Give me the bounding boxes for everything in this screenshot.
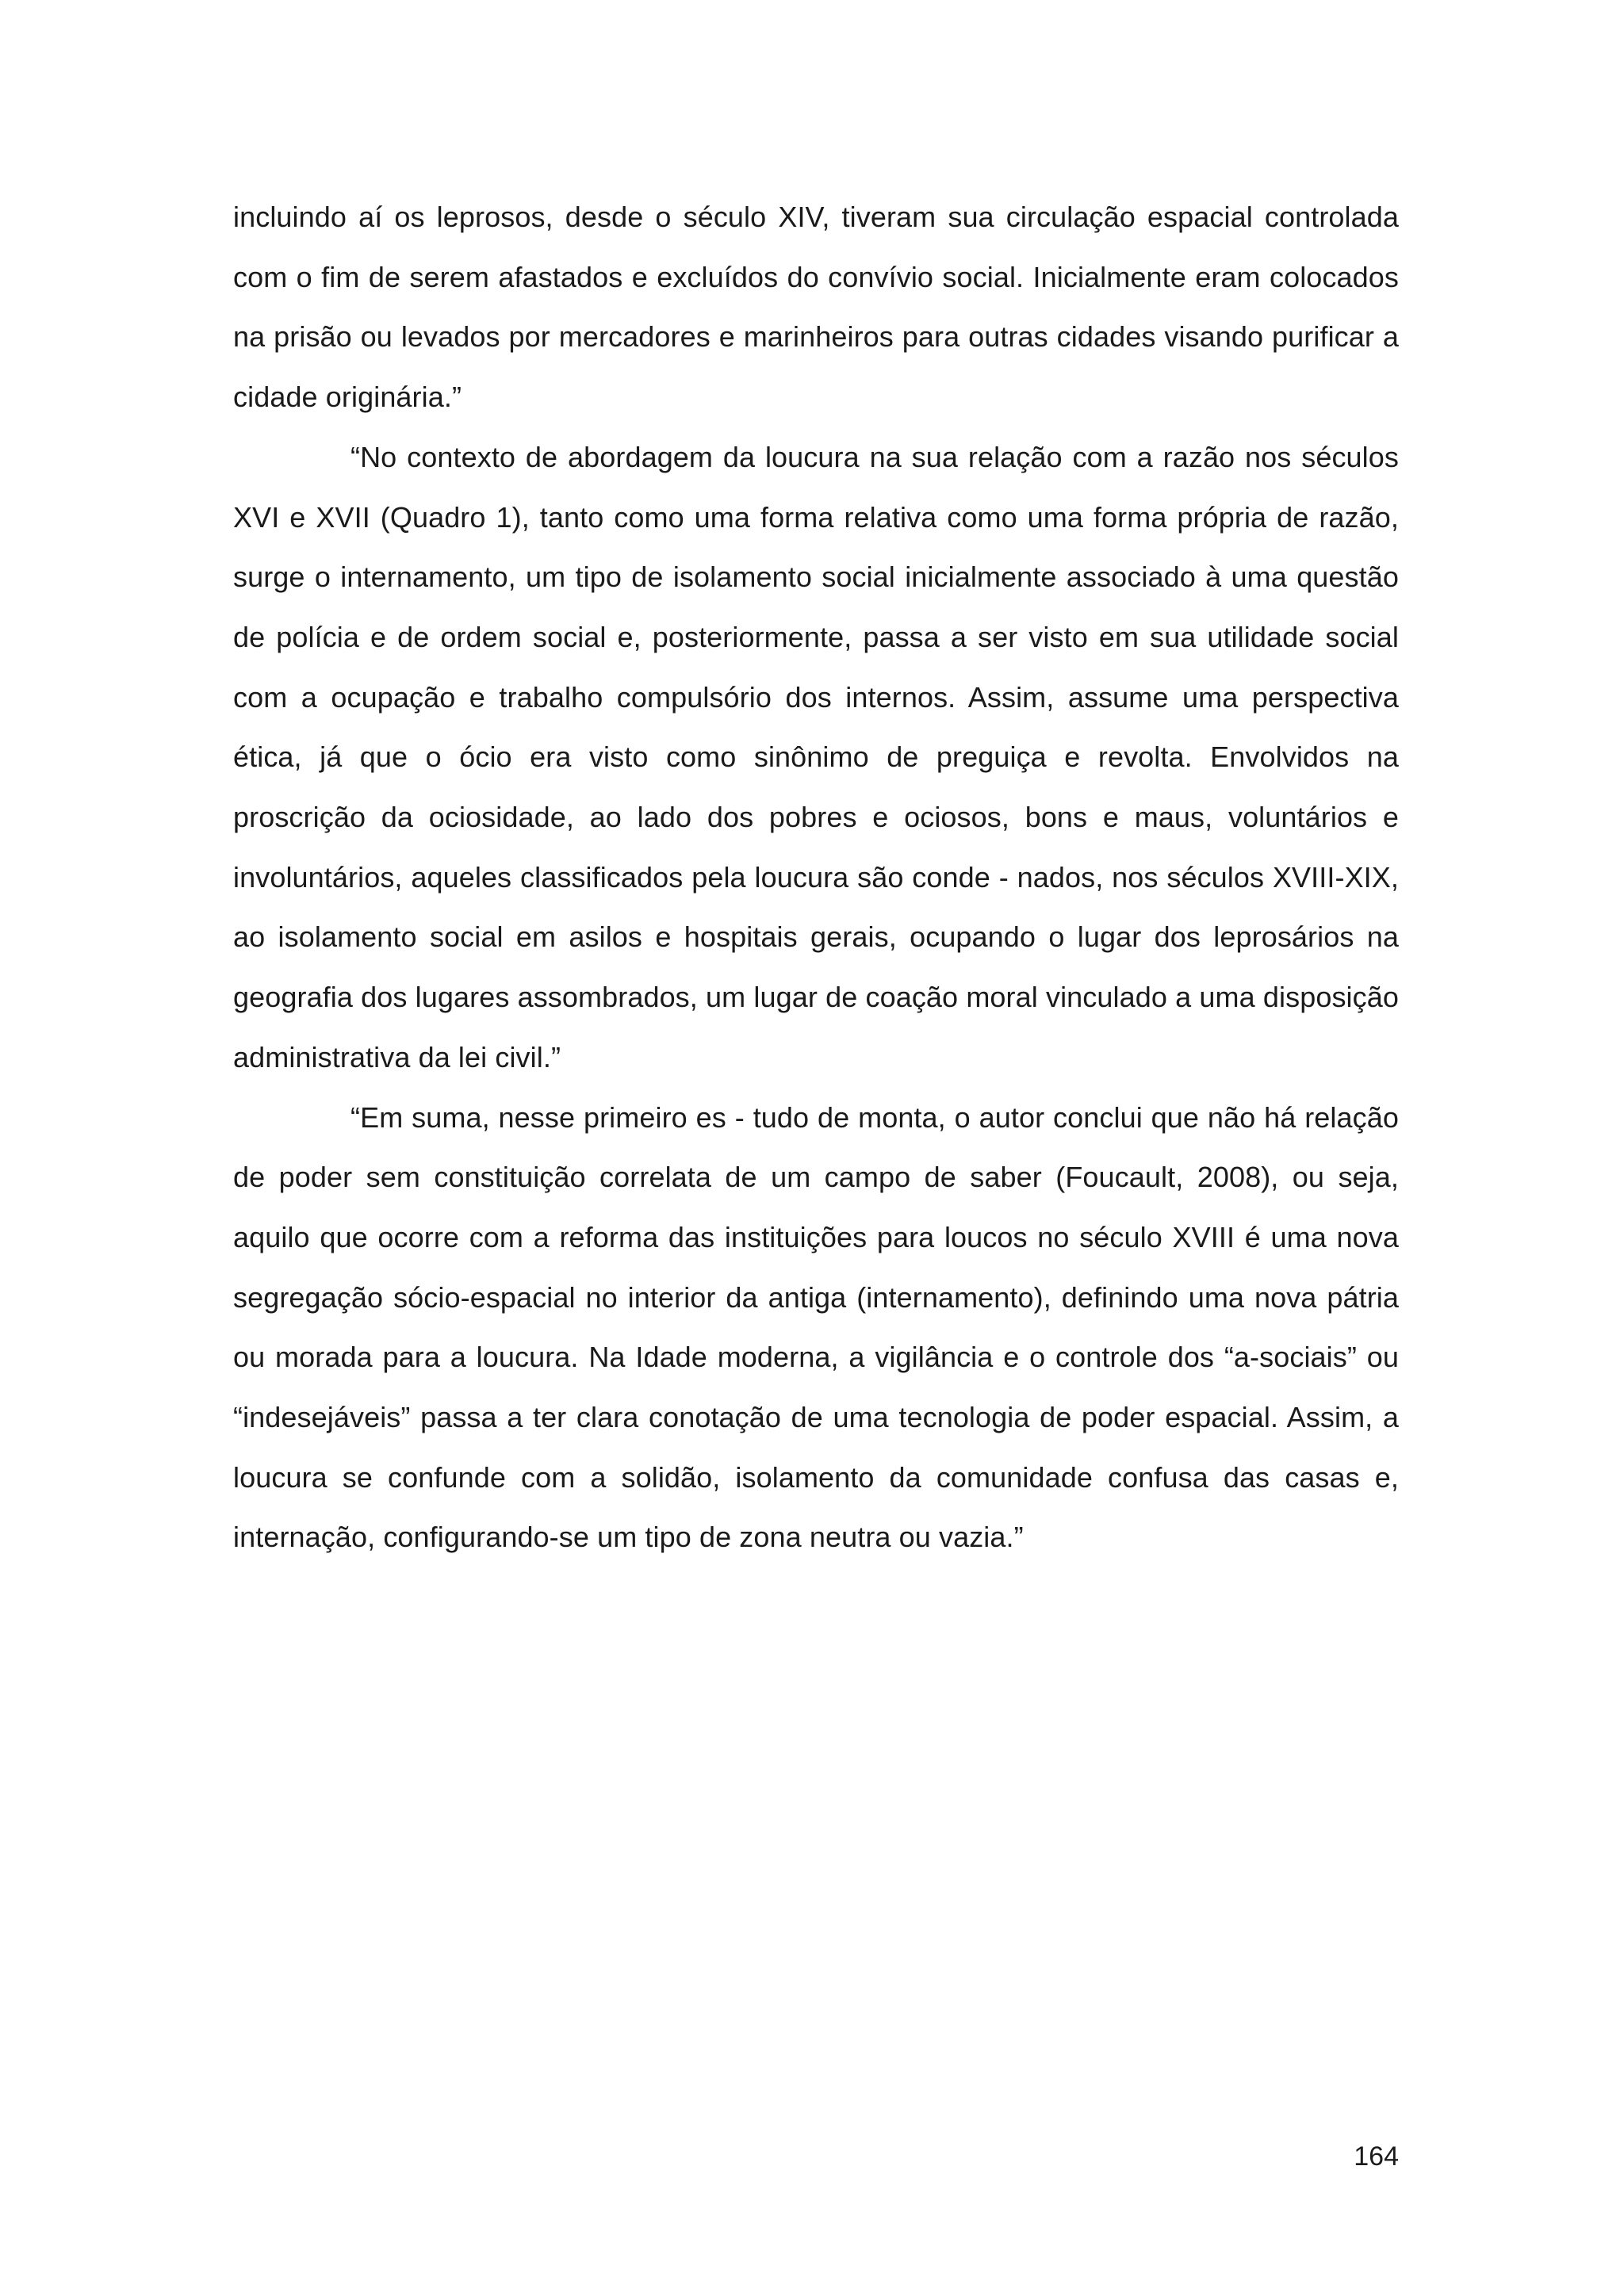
body-text bbox=[233, 187, 1399, 1567]
paragraph-continuation: incluindo aí os leprosos, desde o século XIV, tiveram sua circulação espacial controlada com o fim de serem afastados e excluídos do convívio social. Inicialmente eram colocados na prisão ou levados por mercadores e marinheiros para outras cidades visando purificar a cidade originária.” bbox=[233, 201, 1399, 414]
paragraph-quote-summary: “Em suma, nesse primeiro es - tudo de monta, o autor conclui que não há relação de poder sem constituição correlata de um campo de saber (Foucault, 2008), ou seja, aquilo que ocorre com a reforma das instituições para loucos no século XVIII é uma nova segregação sócio-espacial no interior da antiga (internamento), definindo uma nova pátria ou morada para a loucura. Na Idade moderna, a vigilância e o controle dos “a-sociais” ou “indesejáveis” passa a ter clara conotação de uma tecnologia de poder espacial. Assim, a loucura se confunde com a solidão, isolamento da comunidade confusa das casas e, internação, configurando-se um tipo de zona neutra ou vazia.” bbox=[233, 1100, 1399, 1554]
paragraph-quote-madness-reason: “No contexto de abordagem da loucura na sua relação com a razão nos séculos XVI e XVII (Quadro 1), tanto como uma forma relativa como uma forma própria de razão, surge o internamento, um tipo de isolamento social inicialmente associado à uma questão de polícia e de ordem social e, posteriormente, passa a ser visto em sua utilidade social com a ocupação e trabalho compulsório dos internos. Assim, assume uma perspectiva ética, já que o ócio era visto como sinônimo de preguiça e revolta. Envolvidos na proscrição da ociosidade, ao lado dos pobres e ociosos, bons e maus, voluntários e involuntários, aqueles classificados pela loucura são conde - nados, nos séculos XVIII-XIX, ao isolamento social em asilos e hospitais gerais, ocupando o lugar dos leprosários na geografia dos lugares assombrados, um lugar de coação moral vinculado a uma disposição administrativa da lei civil.” bbox=[233, 440, 1399, 1073]
page-number: 164 bbox=[1354, 2141, 1399, 2172]
